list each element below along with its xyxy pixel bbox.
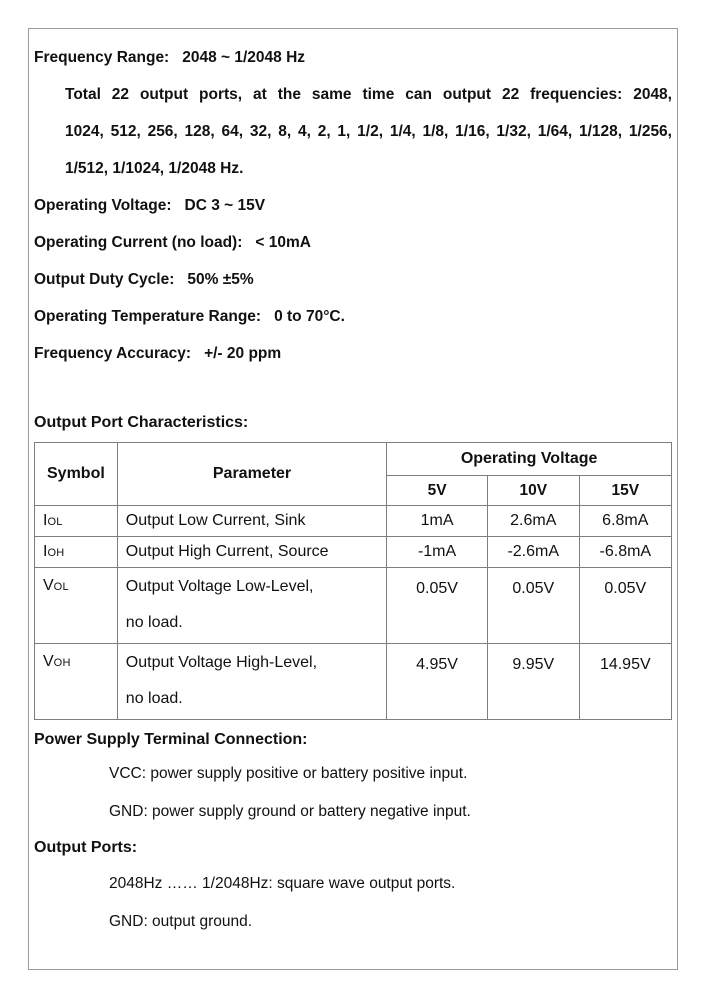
spec-value: DC 3 ~ 15V [184, 197, 266, 214]
column-header-10v: 10V [487, 476, 579, 506]
column-header-parameter: Parameter [117, 443, 386, 506]
table-row-vol [35, 568, 672, 644]
spec-value: 50% ±5% [187, 271, 254, 288]
symbol-cell [35, 537, 118, 568]
symbol-subscript: OL [47, 516, 63, 528]
spec-operating-current [34, 224, 672, 261]
output-ports-section-title: Output Ports: [34, 839, 138, 856]
spec-label: Frequency Range: [34, 49, 170, 66]
spec-operating-temperature [34, 298, 672, 335]
symbol-subscript: OH [53, 657, 71, 669]
table-row-voh [35, 644, 672, 720]
spec-value: < 10mA [255, 234, 311, 251]
parameter-line-1: Output Voltage High-Level, [125, 654, 318, 671]
spec-value: +/- 20 ppm [204, 345, 282, 362]
vcc-description: VCC: power supply positive or battery positive input. [109, 765, 468, 782]
value-10v: -2.6mA [487, 537, 579, 568]
spec-label: Operating Current (no load): [34, 234, 243, 251]
parameter-cell [117, 568, 386, 644]
spec-frequency-range [34, 39, 672, 76]
table-row-iol [35, 506, 672, 537]
top-specs [34, 39, 672, 372]
symbol-base: I [43, 512, 48, 529]
spec-label: Operating Temperature Range: [34, 308, 262, 325]
spec-label: Output Duty Cycle: [34, 271, 175, 288]
output-port-characteristics-table [34, 442, 672, 720]
output-ports-description: 2048Hz …… 1/2048Hz: square wave output ports. [109, 875, 456, 892]
spec-label: Operating Voltage: [34, 197, 172, 214]
value-15v: 14.95V [579, 644, 671, 720]
value-5v: -1mA [387, 537, 488, 568]
symbol-base: I [43, 543, 48, 560]
spec-output-duty-cycle [34, 261, 672, 298]
power-supply-section [34, 755, 672, 830]
parameter-cell: Output High Current, Source [117, 537, 386, 568]
spec-label: Frequency Accuracy: [34, 345, 192, 362]
parameter-cell [117, 644, 386, 720]
paragraph-line: Total 22 output ports, at the same time can output 22 frequencies: 2048, [65, 86, 672, 103]
value-5v: 1mA [387, 506, 488, 537]
parameter-line-2: no load. [125, 614, 183, 631]
column-header-operating-voltage: Operating Voltage [387, 443, 672, 476]
value-15v: -6.8mA [579, 537, 671, 568]
output-ground-description: GND: output ground. [109, 912, 253, 930]
output-port-characteristics-title: Output Port Characteristics: [34, 414, 249, 431]
symbol-cell [35, 644, 118, 720]
column-header-5v: 5V [387, 476, 488, 506]
symbol-cell [35, 506, 118, 537]
frequency-list-paragraph [65, 76, 672, 187]
column-header-15v: 15V [579, 476, 671, 506]
spec-frequency-accuracy [34, 335, 672, 372]
symbol-base: V [43, 577, 54, 594]
table-row-ioh [35, 537, 672, 568]
value-10v: 0.05V [487, 568, 579, 644]
symbol-base: V [43, 653, 54, 670]
value-5v: 4.95V [387, 644, 488, 720]
value-15v: 6.8mA [579, 506, 671, 537]
spec-operating-voltage [34, 187, 672, 224]
parameter-line-1: Output Voltage Low-Level, [125, 578, 314, 595]
value-5v: 0.05V [387, 568, 488, 644]
symbol-cell [35, 568, 118, 644]
symbol-subscript: OL [53, 581, 69, 593]
symbol-subscript: OH [47, 547, 65, 559]
value-15v: 0.05V [579, 568, 671, 644]
value-10v: 2.6mA [487, 506, 579, 537]
value-10v: 9.95V [487, 644, 579, 720]
column-header-symbol: Symbol [35, 443, 118, 506]
gnd-description: GND: power supply ground or battery negative input. [109, 802, 471, 820]
power-supply-section-title: Power Supply Terminal Connection: [34, 731, 308, 748]
output-ports-section [34, 865, 672, 940]
paragraph-line: 1024, 512, 256, 128, 64, 32, 8, 4, 2, 1, 1/2, 1/4, 1/8, 1/16, 1/32, 1/64, 1/128, 1/256, [65, 123, 672, 140]
paragraph-line: 1/512, 1/1024, 1/2048 Hz. [65, 160, 244, 177]
parameter-cell: Output Low Current, Sink [117, 506, 386, 537]
datasheet-page [28, 28, 678, 970]
spec-value: 2048 ~ 1/2048 Hz [182, 49, 306, 66]
spec-value: 0 to 70°C. [274, 308, 345, 325]
parameter-line-2: no load. [125, 690, 183, 707]
